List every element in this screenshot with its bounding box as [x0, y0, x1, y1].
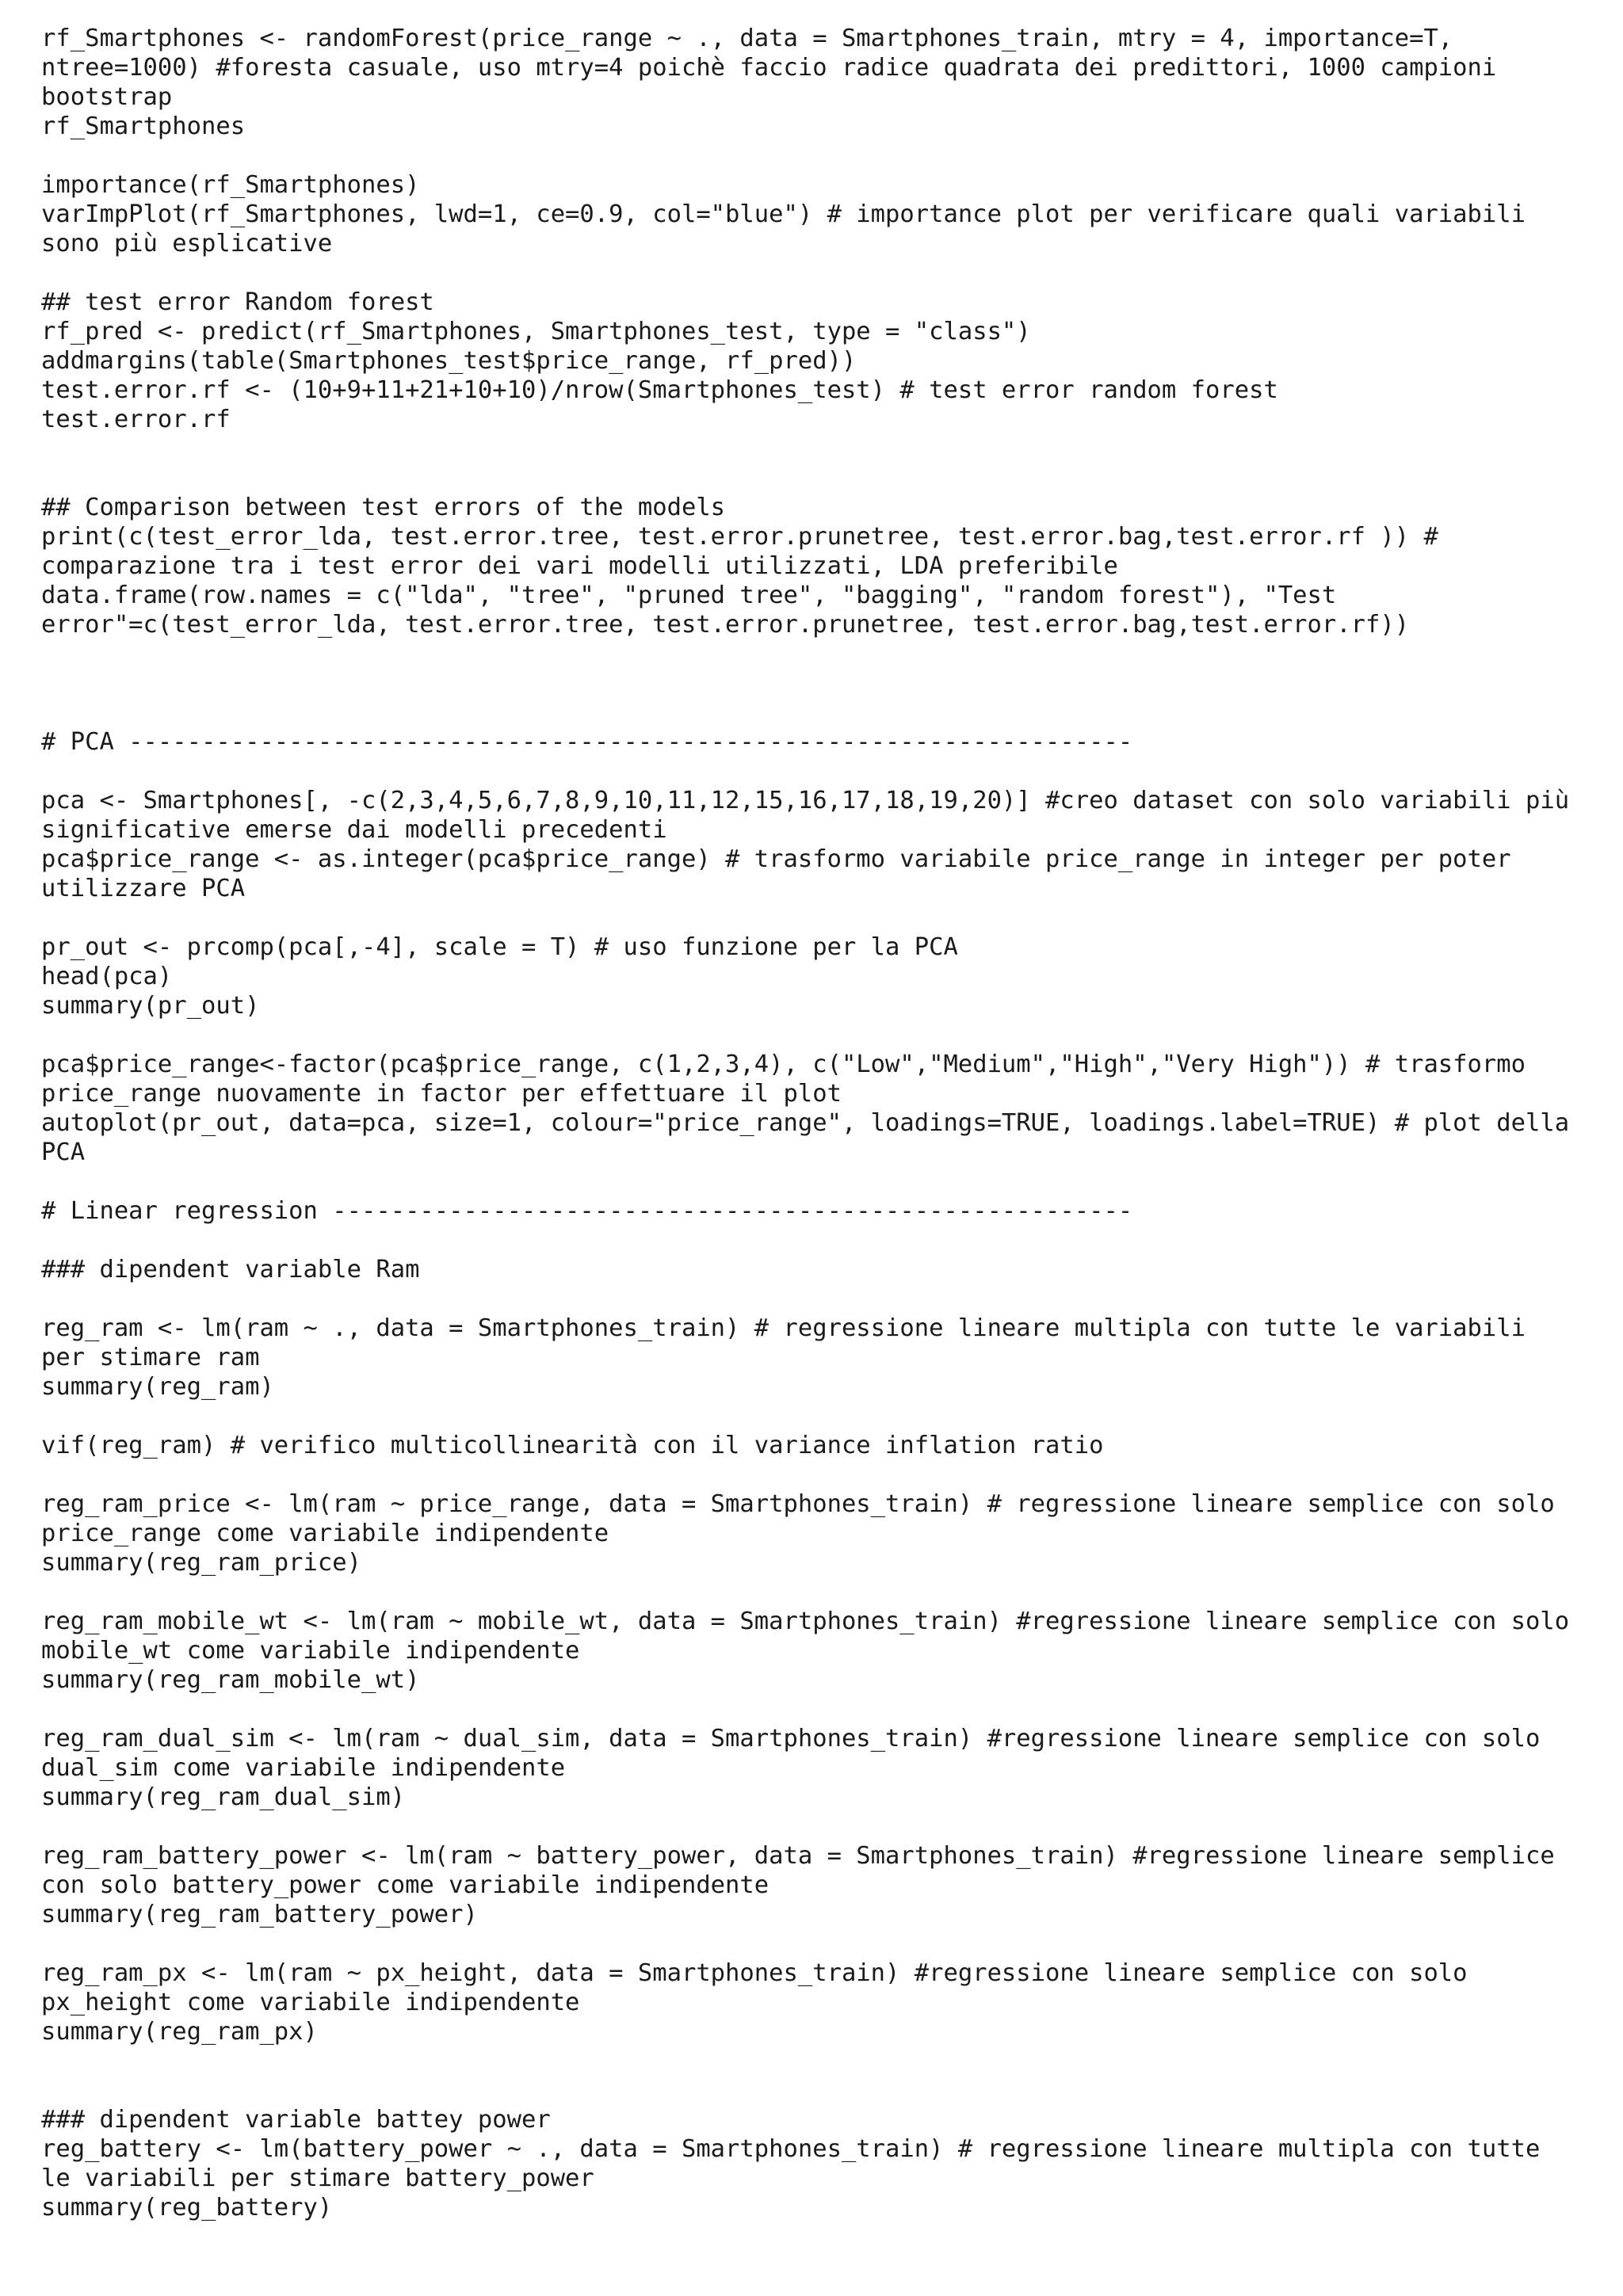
code-line: summary(reg_battery) — [41, 2194, 333, 2222]
code-line: PCA — [41, 1138, 86, 1166]
code-line — [41, 669, 1618, 698]
code-line: ## test error Random forest — [41, 288, 434, 316]
code-line: head(pca) — [41, 963, 173, 990]
code-line: data.frame(row.names = c("lda", "tree", "pruned tree", "bagging", "random forest"), "Test — [41, 582, 1337, 609]
code-line: sono più esplicative — [41, 230, 333, 257]
code-line: importance(rf_Smartphones) — [41, 171, 420, 199]
code-line: significative emerse dai modelli precedenti — [41, 816, 667, 844]
code-line: price_range nuovamente in factor per effettuare il plot — [41, 1080, 842, 1108]
code-line: ntree=1000) #foresta casuale, uso mtry=4 poichè faccio radice quadrata dei predittori, 1000 campioni — [41, 54, 1497, 82]
code-line: bootstrap — [41, 83, 173, 111]
code-line — [41, 698, 1618, 727]
code-line: summary(reg_ram_px) — [41, 2018, 318, 2046]
code-line — [41, 1929, 1618, 1958]
code-line: per stimare ram — [41, 1344, 260, 1371]
code-line: con solo battery_power come variabile indipendente — [41, 1871, 769, 1899]
code-line: le variabili per stimare battery_power — [41, 2164, 594, 2192]
code-line: # Linear regression ------------------------------------------------------- — [41, 1197, 1133, 1225]
code-line — [41, 903, 1618, 933]
code-line — [41, 1284, 1618, 1314]
code-line: summary(reg_ram_battery_power) — [41, 1901, 478, 1928]
code-line: test.error.rf <- (10+9+11+21+10+10)/nrow(Smartphones_test) # test error random forest — [41, 376, 1278, 404]
code-line — [41, 1460, 1618, 1489]
code-line — [41, 1020, 1618, 1050]
code-line: print(c(test_error_lda, test.error.tree, test.error.prunetree, test.error.bag,test.error.rf )) # — [41, 523, 1438, 551]
code-line: reg_ram_battery_power <- lm(ram ~ battery_power, data = Smartphones_train) #regressione lineare semplice — [41, 1842, 1555, 1870]
code-line — [41, 2046, 1618, 2076]
code-line: pca$price_range<-factor(pca$price_range, c(1,2,3,4), c("Low","Medium","High","Very High")) # trasformo — [41, 1051, 1526, 1078]
code-line: autoplot(pr_out, data=pca, size=1, colour="price_range", loadings=TRUE, loadings.label=TRUE) # plot della — [41, 1109, 1570, 1137]
code-line — [41, 141, 1618, 170]
code-line — [41, 639, 1618, 669]
code-line: reg_ram_price <- lm(ram ~ price_range, data = Smartphones_train) # regressione lineare semplice con solo — [41, 1490, 1555, 1518]
code-line: rf_pred <- predict(rf_Smartphones, Smartphones_test, type = "class") — [41, 318, 1031, 345]
code-line: summary(reg_ram) — [41, 1373, 274, 1401]
code-listing — [41, 24, 1618, 2222]
code-line: reg_ram <- lm(ram ~ ., data = Smartphones_train) # regressione lineare multipla con tutte le variabili — [41, 1314, 1526, 1342]
code-line: addmargins(table(Smartphones_test$price_range, rf_pred)) — [41, 347, 857, 375]
code-line: ### dipendent variable Ram — [41, 1256, 420, 1283]
code-line: reg_ram_dual_sim <- lm(ram ~ dual_sim, data = Smartphones_train) #regressione lineare semplice con solo — [41, 1725, 1541, 1753]
code-line: reg_ram_mobile_wt <- lm(ram ~ mobile_wt, data = Smartphones_train) #regressione lineare semplice con solo — [41, 1608, 1570, 1635]
code-line: ## Comparison between test errors of the models — [41, 494, 726, 521]
code-line — [41, 2076, 1618, 2105]
code-line: error"=c(test_error_lda, test.error.tree, test.error.prunetree, test.error.bag,test.error.rf)) — [41, 611, 1410, 639]
code-line: vif(reg_ram) # verifico multicollinearità con il variance inflation ratio — [41, 1432, 1104, 1459]
code-line — [41, 258, 1618, 288]
code-line: pca <- Smartphones[, -c(2,3,4,5,6,7,8,9,10,11,12,15,16,17,18,19,20)] #creo dataset con solo variabili più — [41, 787, 1570, 814]
code-line — [41, 1226, 1618, 1255]
code-line — [41, 434, 1618, 463]
code-line: summary(pr_out) — [41, 992, 260, 1020]
code-line: varImpPlot(rf_Smartphones, lwd=1, ce=0.9, col="blue") # importance plot per verificare quali variabili — [41, 200, 1526, 228]
code-line: utilizzare PCA — [41, 875, 246, 902]
code-line: rf_Smartphones — [41, 113, 246, 140]
code-line: dual_sim come variabile indipendente — [41, 1754, 566, 1782]
code-line: reg_ram_px <- lm(ram ~ px_height, data = Smartphones_train) #regressione lineare semplice con solo — [41, 1959, 1468, 1987]
code-line: summary(reg_ram_mobile_wt) — [41, 1666, 420, 1694]
code-line: mobile_wt come variabile indipendente — [41, 1637, 580, 1665]
code-line: comparazione tra i test error dei vari modelli utilizzati, LDA preferibile — [41, 552, 1118, 580]
code-line — [41, 1695, 1618, 1724]
code-line: # PCA --------------------------------------------------------------------- — [41, 728, 1133, 756]
code-line: reg_battery <- lm(battery_power ~ ., data = Smartphones_train) # regressione lineare multipla con tutte — [41, 2135, 1541, 2163]
code-line — [41, 1167, 1618, 1196]
code-line: test.error.rf — [41, 406, 231, 433]
code-line — [41, 1812, 1618, 1841]
code-line: pca$price_range <- as.integer(pca$price_range) # trasformo variabile price_range in integer per poter — [41, 845, 1511, 873]
code-line: summary(reg_ram_dual_sim) — [41, 1783, 406, 1811]
code-line: pr_out <- prcomp(pca[,-4], scale = T) # uso funzione per la PCA — [41, 933, 958, 961]
code-line — [41, 1577, 1618, 1607]
code-line — [41, 757, 1618, 786]
code-line: ### dipendent variable battey power — [41, 2106, 551, 2134]
code-line: rf_Smartphones <- randomForest(price_range ~ ., data = Smartphones_train, mtry = 4, importance=T, — [41, 25, 1453, 52]
code-line: summary(reg_ram_price) — [41, 1549, 361, 1577]
code-line: price_range come variabile indipendente — [41, 1520, 609, 1547]
code-line — [41, 463, 1618, 493]
code-line — [41, 1402, 1618, 1431]
code-line: px_height come variabile indipendente — [41, 1989, 580, 2016]
